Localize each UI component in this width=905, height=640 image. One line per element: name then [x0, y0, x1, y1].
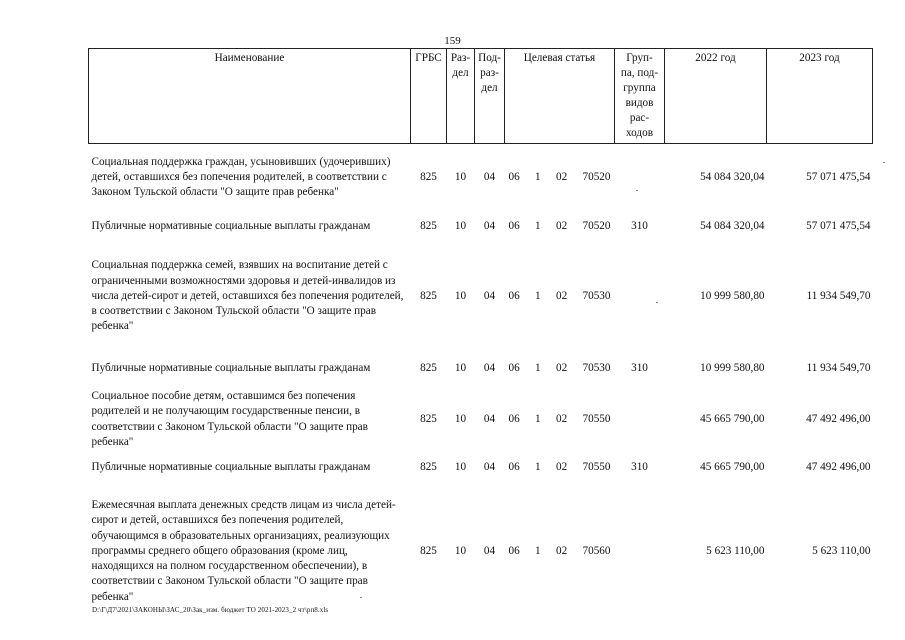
row-name: Публичные нормативные социальные выплаты гражданам — [91, 219, 371, 232]
table-row — [89, 454, 873, 482]
row-name: Социальное пособие детям, оставшимся без попечения родителей и не получающим государственные пенсии, в соответствии с Законом Тульской области "О защите прав ребенка" — [91, 390, 368, 448]
row-group — [615, 386, 665, 454]
header-podrazdel: Под- раз- дел — [475, 49, 505, 144]
row-target-article — [505, 212, 615, 242]
row-grbs: 825 — [420, 220, 437, 232]
scan-speck — [636, 190, 638, 191]
row-2022: 45 665 790,00 — [700, 461, 765, 473]
page-number: 159 — [444, 35, 461, 47]
row-2023: 47 492 496,00 — [806, 461, 871, 473]
cs-subprogram: 1 — [535, 413, 541, 425]
row-name: Ежемесячная выплата денежных средств лицам из числа детей-сирот и детей, оставшихся без попечения родителей, обучающимся в образовательных организациях, реализующих программы среднего общего образования (кроме лиц, находящихся на полном государственном обеспечении), в соответствии с Законом Тульской области "О защите прав ребенка" — [91, 499, 396, 603]
table-row — [89, 144, 873, 212]
row-podrazdel: 04 — [483, 545, 496, 557]
row-podrazdel: 04 — [483, 290, 496, 302]
cs-program: 06 — [508, 290, 520, 302]
header-row — [89, 49, 873, 144]
row-podrazdel: 04 — [483, 171, 496, 184]
cs-event: 02 — [555, 362, 568, 374]
row-2022: 10 999 580,80 — [700, 362, 765, 374]
row-2022: 5 623 110,00 — [706, 545, 765, 557]
row-2023: 11 934 549,70 — [806, 362, 871, 374]
file-path-footer: D:\Г\Д7\2021\ЗАКОНЫ\ЗАС_20\Зак_изм. бюджет ТО 2021-2023_2 чт\рп8.xls — [92, 606, 329, 614]
row-group: 310 — [631, 220, 648, 232]
row-group — [615, 482, 665, 622]
row-name: Социальная поддержка семей, взявших на воспитание детей с ограниченными возможностями здоровья и детей-инвалидов из числа детей-сирот и детей, оставшихся без попечения родителей, в соответствии с Законом Тульской области "О защите прав ребенка" — [91, 259, 404, 333]
row-target-article — [505, 242, 615, 352]
row-2022: 10 999 580,80 — [700, 290, 765, 302]
cs-event: 02 — [555, 290, 568, 302]
cs-direction: 70560 — [582, 545, 611, 557]
cs-subprogram: 1 — [535, 220, 541, 232]
row-grbs: 825 — [420, 461, 437, 473]
row-2023: 57 071 475,54 — [806, 171, 871, 184]
row-podrazdel: 04 — [483, 220, 496, 232]
row-grbs: 825 — [420, 413, 437, 425]
row-grbs: 825 — [420, 362, 437, 374]
cs-direction: 70530 — [582, 362, 611, 374]
cs-program: 06 — [508, 461, 520, 473]
row-2022: 54 084 320,04 — [700, 171, 765, 184]
row-target-article — [505, 352, 615, 386]
cs-direction: 70520 — [582, 171, 611, 184]
table-row — [89, 242, 873, 352]
row-razdel: 10 — [454, 171, 467, 184]
header-name: Наименование — [89, 49, 411, 144]
row-podrazdel: 04 — [483, 413, 496, 425]
row-target-article — [505, 144, 615, 212]
cs-program: 06 — [508, 171, 520, 184]
cs-event: 02 — [555, 413, 568, 425]
header-expense-group: Груп- па, под- группа видов рас- ходов — [615, 49, 665, 144]
cs-subprogram: 1 — [535, 171, 541, 184]
scan-speck — [360, 597, 362, 598]
cs-event: 02 — [555, 461, 568, 473]
row-razdel: 10 — [454, 290, 467, 302]
row-target-article — [505, 454, 615, 482]
row-group — [615, 144, 665, 212]
scan-speck — [883, 162, 885, 163]
row-name: Публичные нормативные социальные выплаты гражданам — [91, 460, 371, 473]
row-group — [615, 242, 665, 352]
row-podrazdel: 04 — [483, 362, 496, 374]
header-year-2022: 2022 год — [665, 49, 767, 144]
cs-direction: 70550 — [582, 413, 611, 425]
row-group: 310 — [631, 461, 648, 473]
header-target-article: Целевая статья — [505, 49, 615, 144]
header-razdel: Раз- дел — [447, 49, 475, 144]
header-grbs: ГРБС — [411, 49, 447, 144]
row-grbs: 825 — [420, 171, 437, 184]
row-target-article — [505, 482, 615, 622]
cs-event: 02 — [555, 545, 568, 557]
row-2023: 5 623 110,00 — [812, 545, 871, 557]
scan-speck — [656, 302, 658, 303]
cs-subprogram: 1 — [535, 362, 541, 374]
cs-event: 02 — [555, 171, 568, 184]
row-name: Публичные нормативные социальные выплаты гражданам — [91, 361, 371, 374]
cs-program: 06 — [508, 220, 520, 232]
row-razdel: 10 — [454, 461, 467, 473]
row-2023: 57 071 475,54 — [806, 220, 871, 232]
cs-subprogram: 1 — [535, 290, 541, 302]
row-2022: 45 665 790,00 — [700, 413, 765, 425]
cs-program: 06 — [508, 362, 520, 374]
table-row — [89, 352, 873, 386]
row-razdel: 10 — [454, 545, 467, 557]
row-razdel: 10 — [454, 220, 467, 232]
row-2023: 11 934 549,70 — [806, 290, 871, 302]
cs-direction: 70530 — [582, 290, 611, 302]
row-razdel: 10 — [454, 362, 467, 374]
cs-subprogram: 1 — [535, 545, 541, 557]
cs-program: 06 — [508, 545, 520, 557]
cs-program: 06 — [508, 413, 520, 425]
cs-direction: 70520 — [582, 220, 611, 232]
row-grbs: 825 — [420, 290, 437, 302]
row-2023: 47 492 496,00 — [806, 413, 871, 425]
cs-subprogram: 1 — [535, 461, 541, 473]
cs-direction: 70550 — [582, 461, 611, 473]
cs-event: 02 — [555, 220, 568, 232]
row-group: 310 — [631, 362, 648, 374]
row-2022: 54 084 320,04 — [700, 220, 765, 232]
row-podrazdel: 04 — [483, 461, 496, 473]
row-razdel: 10 — [454, 413, 467, 425]
budget-table — [88, 48, 873, 622]
table-row — [89, 212, 873, 242]
row-grbs: 825 — [420, 545, 437, 557]
table-row — [89, 482, 873, 622]
header-year-2023: 2023 год — [767, 49, 873, 144]
row-name: Социальная поддержка граждан, усыновивших (удочеривших) детей, оставшихся без попечения родителей, в соответствии с Законом Тульской области "О защите прав ребенка" — [91, 155, 391, 199]
row-target-article — [505, 386, 615, 454]
table-row — [89, 386, 873, 454]
